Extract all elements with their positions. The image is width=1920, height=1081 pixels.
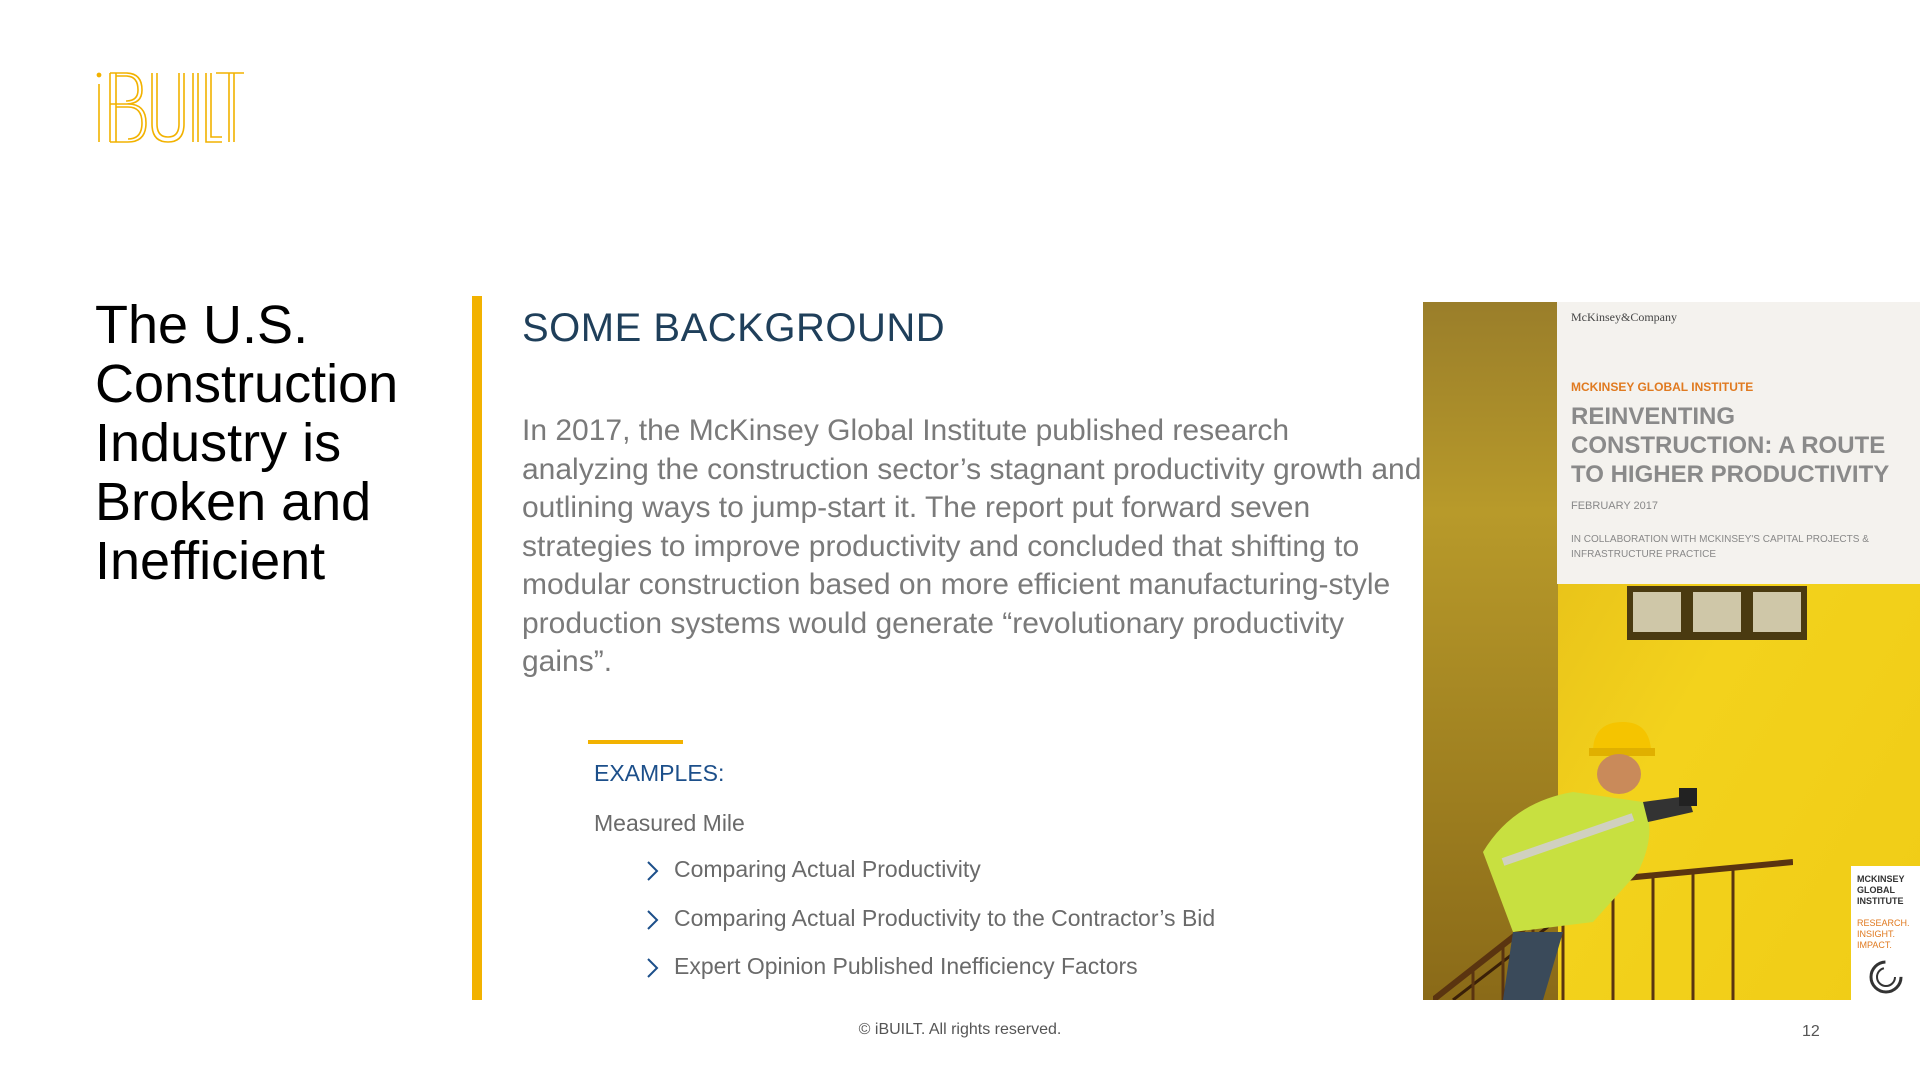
body-paragraph: In 2017, the McKinsey Global Institute published research analyzing the construction sector’s stagnant productivity growth and outlining ways to jump-start it. The report put forward seven strategies to improve productivity and concluded that shifting to modular construction based on more efficient manufacturing-style production systems would generate “revolutionary productivity gains”. — [522, 414, 1422, 678]
mgi-badge-tagline: RESEARCH. INSIGHT. IMPACT. — [1857, 918, 1910, 950]
list-item — [640, 953, 1215, 1002]
chevron-right-icon — [640, 907, 666, 933]
cover-window — [1627, 586, 1807, 640]
footer-copyright: © iBUILT. All rights reserved. — [858, 1021, 1062, 1038]
cover-title: REINVENTING CONSTRUCTION: A ROUTE TO HIGHER PRODUCTIVITY — [1571, 403, 1890, 488]
mgi-ring-icon — [1867, 958, 1905, 996]
mgi-badge — [1851, 866, 1920, 1000]
cover-brand: McKinsey&Company — [1571, 310, 1677, 324]
list-item — [640, 905, 1215, 954]
cover-worker — [1443, 722, 1703, 1000]
list-item-label: Expert Opinion Published Inefficiency Factors — [674, 953, 1138, 979]
vertical-divider — [472, 296, 482, 1000]
section-heading: SOME BACKGROUND — [522, 306, 946, 350]
cover-collaboration: IN COLLABORATION WITH MCKINSEY'S CAPITAL PROJECTS & INFRASTRUCTURE PRACTICE — [1571, 534, 1869, 560]
examples-list — [640, 856, 1215, 1002]
chevron-right-icon — [640, 955, 666, 981]
list-item — [640, 856, 1215, 905]
cover-date: FEBRUARY 2017 — [1571, 500, 1659, 512]
list-item-label: Comparing Actual Productivity — [674, 856, 981, 882]
mgi-badge-name: MCKINSEY GLOBAL INSTITUTE — [1857, 874, 1905, 906]
cover-institute: MCKINSEY GLOBAL INSTITUTE — [1571, 380, 1754, 394]
ibuilt-logo — [96, 72, 246, 144]
slide-title: The U.S. Construction Industry is Broken and Inefficient — [95, 295, 399, 591]
list-item-label: Comparing Actual Productivity to the Contractor’s Bid — [674, 904, 1216, 931]
chevron-right-icon — [640, 858, 666, 884]
cover-title-panel — [1557, 302, 1920, 584]
report-cover-image — [1423, 302, 1920, 1000]
page-number: 12 — [1802, 1023, 1820, 1040]
examples-heading: EXAMPLES: — [594, 760, 725, 786]
examples-subheading: Measured Mile — [594, 810, 745, 836]
examples-rule — [588, 740, 683, 744]
